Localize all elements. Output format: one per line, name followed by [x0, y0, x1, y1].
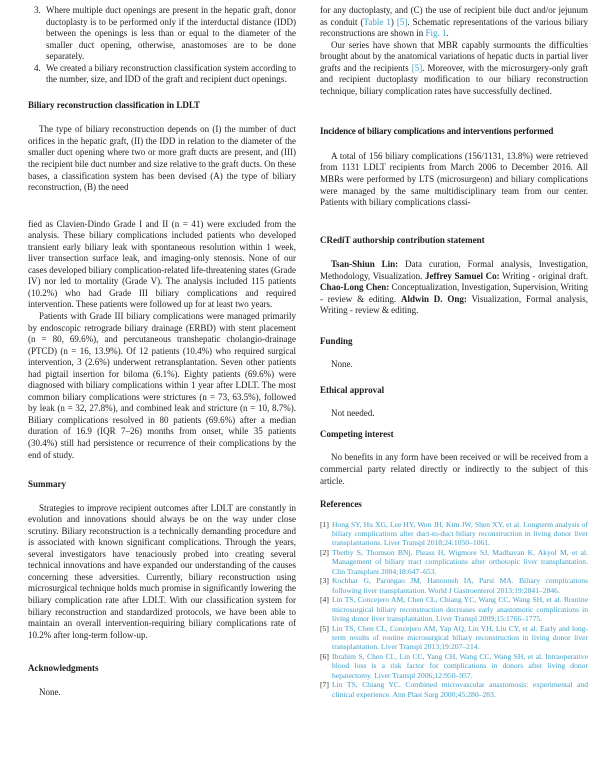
section-heading-summary: Summary — [28, 479, 66, 490]
reference-list — [320, 520, 588, 700]
ref-5-citation-link[interactable]: [5] — [411, 62, 423, 73]
reference-item — [320, 520, 588, 548]
fig-1-link[interactable]: Fig. 1 — [425, 28, 447, 39]
author-name: Aldwin D. Ong: — [400, 293, 467, 304]
section-heading-references: References — [320, 499, 362, 510]
reference-number: [1] — [320, 519, 329, 529]
right-column — [320, 5, 588, 699]
paragraph-continuation-1: fied as Clavien-Dindo Grade I and II (n = 41) were excluded from the analysis. These biliary complications included patients who developed transient early biliary leak with spontaneous resolution within 1 week, liver transection surface leak, and imaging-only stenosis. None of our cases developed biliary complication-related life-threatening states (Grade IV) nor led to mortality (Grade V). The analysis included 115 patients (10.2%) who had Grade III biliary complications and required intervention. These patients were followed up for at least two years. — [28, 218, 296, 310]
reference-item — [320, 680, 588, 699]
reference-item — [320, 595, 588, 623]
reference-number: [7] — [320, 680, 329, 690]
reference-number: [3] — [320, 576, 329, 586]
reference-item — [320, 652, 588, 680]
paragraph-summary: Strategies to improve recipient outcomes after LDLT are constantly in evolution and innovations should always be on the way under close scrutiny. Biliary reconstruction is a technically demanding procedure and is associated with known significant complications. Through the years, several investigators have tenaciously probed into creating several technical innovations and have expanded our understanding of the causes concerning these adversities. Currently, biliary reconstruction using microsurgical technique holds much promise in significantly lowering the biliary complication rate after LDLT. With our classification system for biliary reconstruction and standardized protocols, we have been able to maintain an overall intervention-requiring biliary complications rate of 10.2% after long-term follow-up. — [28, 502, 296, 640]
paragraph-classification: The type of biliary reconstruction depends on (I) the number of duct orifices in the hepatic graft, (II) the IDD in relation to the diameter of the smaller duct opening where two or more graft ducts are present, and (III) the recipient bile duct number and size relative to the graft ducts. On these bases, a classification system has been devised (A) the type of biliary reconstruction, (B) the need — [28, 124, 296, 193]
reference-number: [6] — [320, 651, 329, 661]
text-segment: Conceptualization, Investigation, Supervision, Writing - review & editing. — [320, 282, 588, 304]
reference-link[interactable]: Hong SY, Hu XG, Lee HY, Won JH, Kim JW, Shen XY, et al. Longterm analysis of biliary complications after duct-to-duct biliary reconstruction in living donor liver transplantations. Liver Transpl 2018;24:1050–1061. — [332, 519, 588, 548]
list-item-number: 4. — [34, 62, 41, 73]
paragraph-competing-interest: No benefits in any form have been received or will be received from a commercial party related directly or indirectly to the subject of this article. — [320, 452, 588, 486]
reference-number: [4] — [320, 595, 329, 605]
list-item — [28, 5, 296, 63]
reference-link[interactable]: Thethy S, Thomson BNj, Pleass H, Wigmore SJ, Madhavan K, Akyol M, et al. Management of biliary tract complications after orthotopic liver transplantation. Clin Transplant 2004;18:647–653. — [332, 547, 588, 576]
numbered-list — [28, 5, 296, 86]
list-item-text: Where multiple duct openings are present in the hepatic graft, donor ductoplasty is to be performed only if the interductal distance (IDD) between the openings is less than or equal to the diameter of the smaller duct opening, otherwise, anastomoses are to be done separately. — [46, 5, 296, 62]
reference-link[interactable]: Lin TS, Chiang YC. Combined microvascular anastomosis: experimental and clinical experience. Ann Plast Surg 2000;45:280–283. — [332, 680, 588, 699]
section-heading-acknowledgments: Acknowledgments — [28, 663, 99, 674]
paragraph-credit — [320, 259, 588, 317]
text-segment: Our series have shown that MBR capably surmounts the difficulties brought about by the anatomical variations of hepatic ducts in partial liver grafts and the recipients — [320, 39, 588, 73]
section-heading-ethical-approval: Ethical approval — [320, 384, 385, 395]
table-1-link[interactable]: Table 1 — [363, 16, 391, 27]
author-name: Jeffrey Samuel Co: — [425, 270, 500, 281]
text-segment: . Schematic representations of the various biliary reconstructions are shown in — [320, 16, 589, 39]
funding-text: None. — [331, 359, 353, 370]
section-heading-funding: Funding — [320, 335, 353, 346]
ethical-approval-text: Not needed. — [331, 408, 375, 419]
text-segment: . — [446, 28, 449, 39]
reference-link[interactable]: Lin TS, Chen CL, Concejero AM, Yap AQ, Lin YH, Liu CY, et al. Early and long-term results of routine microsurgical biliary reconstruction in living donor liver transplantation. Liver Transpl 2013;19:207–214. — [332, 623, 588, 652]
text-segment: Writing - original draft. — [499, 270, 588, 281]
section-heading-incidence: Incidence of biliary complications and interventions performed — [320, 126, 554, 137]
reference-link[interactable]: Ibrahim S, Chen CL, Lin CC, Yang CH, Wang CC, Wang SH, et al. Intraoperative blood loss is a risk factor for complications in donors after living donor hepatectomy. Liver Transpl 2006;12:950–957. — [332, 651, 588, 680]
list-item — [28, 63, 296, 86]
reference-link[interactable]: Lin TS, Concejero AM, Chen CL, Chiang YC, Wang CC, Wang SH, et al. Routine microsurgical biliary reconstruction decreases early anastomotic complications in living donor liver transplantation. Liver Transpl 2009;15:1766–1775. — [332, 595, 588, 624]
reference-item — [320, 624, 588, 652]
author-name: Tsan-Shiun Lin: — [331, 259, 399, 270]
list-item-text: We created a biliary reconstruction classification system according to the number, size, and IDD of the graft and recipient duct openings. — [46, 62, 296, 85]
author-name: Chao-Long Chen: — [320, 282, 390, 293]
acknowledgments-text: None. — [39, 686, 61, 697]
paragraph-continuation-2: Patients with Grade III biliary complications were managed primarily by endoscopic retrograde biliary drainage (ERBD) with stent placement (n = 80, 69.6%), and percutaneous transhepatic cholangio-drainage (PTCD) (n = 16, 13.9%). Of 12 patients (10.4%) who required surgical intervention, 3 (2.6%) underwent retransplantation. Seven other patients had pigtail insertion for biloma (6.1%). Eighty patients (69.6%) were diagnosed with biliary complications within 1 year after LDLT. The most common biliary complications were strictures (n = 73, 63.5%), followed by leak (n = 32, 27.8%), and combined leak and stricture (n = 10, 8.7%). Biliary complications resolved in 80 patients (69.6%) after a median duration of 16.9 (IQR 7–26) months from onset, while 35 patients (30.4%) still had persistence or recurrence of their complications by the end of study. — [28, 310, 296, 460]
text-segment: Visualization, Formal analysis, Writing - review & editing. — [320, 293, 589, 316]
paragraph-intro-1 — [320, 5, 588, 40]
text-segment: ) — [390, 16, 397, 27]
ref-5-citation-link[interactable]: [5] — [396, 16, 408, 27]
section-heading-credit: CRediT authorship contribution statement — [320, 234, 485, 245]
reference-number: [5] — [320, 623, 329, 633]
text-segment: Data curation, Formal analysis, Investigation, Methodology, Visualization. — [320, 259, 588, 281]
text-segment: for any ductoplasty, and (C) the use of recipient bile duct and/or jejunum as conduit ( — [320, 5, 588, 27]
paragraph-intro-2 — [320, 40, 588, 98]
left-column — [28, 5, 296, 699]
section-heading-classification: Biliary reconstruction classification in LDLT — [28, 99, 201, 110]
section-heading-competing-interest: Competing interest — [320, 428, 394, 439]
paragraph-incidence: A total of 156 biliary complications (156/1131, 13.8%) were retrieved from 1131 LDLT recipients from March 2006 to December 2016. All MBRs were performed by LTS (microsurgeon) and biliary complications were managed by the same multidisciplinary team from our center. Patients with biliary complications classi- — [320, 150, 588, 208]
reference-number: [2] — [320, 547, 329, 557]
reference-item — [320, 548, 588, 576]
reference-item — [320, 576, 588, 595]
text-segment: . Moreover, with the microsurgery-only graft and recipient ductoplasty modification to our biliary reconstruction technique, biliary complication rates have successfully declined. — [320, 62, 588, 96]
reference-link[interactable]: Kochhar G, Parungao JM, Hanouneh IA, Parsi MA. Biliary complications following liver transplantation. World J Gastroenterol 2013;19:2841–2846. — [332, 576, 588, 595]
list-item-number: 3. — [34, 5, 41, 15]
